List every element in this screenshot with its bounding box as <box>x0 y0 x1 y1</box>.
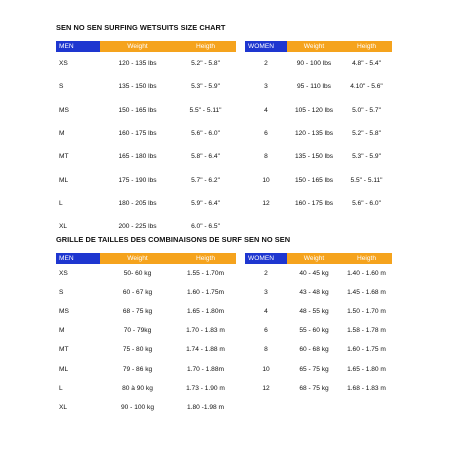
height-cell: 5.6" - 6.0" <box>352 199 381 207</box>
size-cell: L <box>59 384 63 392</box>
height-cell: 1.74 - 1.88 m <box>186 346 225 354</box>
gender-header: WOMEN <box>245 41 287 52</box>
size-cell: 12 <box>262 384 270 392</box>
height-header: Heigth <box>175 253 236 264</box>
size-cell: MT <box>59 346 69 354</box>
table-row <box>56 398 236 417</box>
weight-cell: 165 - 180 lbs <box>118 153 157 161</box>
weight-cell: 180 - 205 lbs <box>118 199 157 207</box>
table-row <box>245 340 392 359</box>
table-row <box>56 283 236 302</box>
height-cell: 5.5" - 5.11" <box>189 106 222 114</box>
height-cell: 1.50 - 1.70 m <box>347 308 386 316</box>
table-row <box>245 99 392 122</box>
height-cell: 5.8" - 6.4" <box>191 153 220 161</box>
weight-cell: 43 - 48 kg <box>299 289 329 297</box>
size-cell: M <box>59 327 65 335</box>
size-cell: MS <box>59 106 69 114</box>
weight-cell: 68 - 75 kg <box>122 308 153 316</box>
table-row <box>245 122 392 145</box>
weight-cell: 65 - 75 kg <box>299 365 329 373</box>
weight-cell: 120 - 135 lbs <box>294 130 334 138</box>
height-cell: 5.9" - 6.4" <box>191 199 220 207</box>
weight-cell: 80 à 90 kg <box>122 384 153 392</box>
size-cell: L <box>59 199 63 207</box>
size-cell: S <box>59 83 64 91</box>
weight-cell: 40 - 45 kg <box>299 270 329 278</box>
gender-header: WOMEN <box>245 253 287 264</box>
weight-header: Weight <box>100 253 175 264</box>
height-cell: 1.68 - 1.83 m <box>347 384 386 392</box>
weight-cell: 160 - 175 lbs <box>294 199 334 207</box>
height-cell: 1.60 - 1.75 m <box>347 346 386 354</box>
weight-cell: 135 - 150 lbs <box>294 153 334 161</box>
height-cell: 1.73 - 1.90 m <box>186 384 225 392</box>
weight-cell: 175 - 190 lbs <box>118 176 157 184</box>
weight-cell: 48 - 55 kg <box>299 308 329 316</box>
height-cell: 5.0" - 5.7" <box>352 106 381 114</box>
table-row <box>245 264 392 283</box>
height-cell: 1.70 - 1.88m <box>186 365 225 373</box>
height-cell: 5.2" - 5.8" <box>191 60 220 68</box>
size-cell: XS <box>59 60 68 68</box>
height-cell: 1.70 - 1.83 m <box>186 327 225 335</box>
women-size-table-metric <box>245 253 392 398</box>
height-cell: 1.65 - 1.80m <box>186 308 225 316</box>
table-row <box>56 145 236 168</box>
men-size-table-metric <box>56 253 236 417</box>
size-cell: S <box>59 289 64 297</box>
weight-cell: 75 - 80 kg <box>122 346 153 354</box>
weight-cell: 50- 60 kg <box>123 270 152 278</box>
weight-cell: 150 - 165 lbs <box>294 176 334 184</box>
size-cell: 10 <box>262 176 270 184</box>
table-row <box>56 302 236 321</box>
height-cell: 5.5" - 5.11" <box>350 176 383 184</box>
height-header: Heigth <box>341 41 392 52</box>
weight-cell: 160 - 175 lbs <box>118 130 157 138</box>
table-row <box>245 379 392 398</box>
weight-cell: 68 - 75 kg <box>299 384 329 392</box>
weight-cell: 90 - 100 lbs <box>296 60 332 68</box>
size-cell: 8 <box>264 153 268 161</box>
size-cell: 8 <box>264 346 268 354</box>
table-row <box>245 359 392 378</box>
table-row <box>245 283 392 302</box>
size-cell: 3 <box>264 289 268 297</box>
size-cell: 4 <box>264 106 268 114</box>
table-row <box>56 264 236 283</box>
height-cell: 1.55 - 1.70m <box>186 270 225 278</box>
size-cell: ML <box>59 176 69 184</box>
weight-header: Weight <box>287 41 341 52</box>
gender-header: MEN <box>56 253 100 264</box>
table-row <box>56 321 236 340</box>
table-row <box>56 52 236 75</box>
size-cell: M <box>59 130 65 138</box>
size-cell: MT <box>59 153 69 161</box>
size-cell: 4 <box>264 308 268 316</box>
height-cell: 5.6" - 6.0" <box>191 130 220 138</box>
size-cell: 12 <box>262 199 270 207</box>
table-row <box>56 340 236 359</box>
size-cell: 6 <box>264 130 268 138</box>
table-row <box>245 75 392 98</box>
height-cell: 5.3" - 5.9" <box>191 83 220 91</box>
table-row <box>56 75 236 98</box>
height-cell: 1.65 - 1.80 m <box>347 365 386 373</box>
table-header-row <box>56 253 236 264</box>
weight-cell: 150 - 165 lbs <box>118 106 157 114</box>
size-cell: XL <box>59 403 68 411</box>
height-cell: 1.45 - 1.68 m <box>347 289 386 297</box>
weight-cell: 90 - 100 kg <box>121 403 154 411</box>
height-cell: 1.58 - 1.78 m <box>347 327 386 335</box>
table-row <box>56 168 236 191</box>
size-cell: ML <box>59 365 69 373</box>
weight-cell: 135 - 150 lbs <box>118 83 157 91</box>
table-row <box>56 379 236 398</box>
table-header-row <box>245 253 392 264</box>
height-cell: 6.0" - 6.5" <box>191 223 220 231</box>
height-cell: 1.80 -1.98 m <box>186 403 225 411</box>
gender-header: MEN <box>56 41 100 52</box>
size-cell: XL <box>59 223 68 231</box>
table-row <box>245 302 392 321</box>
weight-cell: 60 - 68 kg <box>299 346 329 354</box>
height-cell: 1.60 - 1.75m <box>186 289 225 297</box>
size-cell: 2 <box>264 270 268 278</box>
table-row <box>245 52 392 75</box>
size-chart-title-fr: GRILLE DE TAILLES DES COMBINAISONS DE SURF SEN NO SEN <box>56 235 291 244</box>
table-row <box>245 145 392 168</box>
size-cell: XS <box>59 270 68 278</box>
table-row <box>245 192 392 215</box>
weight-cell: 79 - 86 kg <box>122 365 153 373</box>
table-row <box>245 168 392 191</box>
table-header-row <box>245 41 392 52</box>
size-cell: 2 <box>264 60 268 68</box>
height-cell: 5.3" - 5.9" <box>352 153 381 161</box>
men-size-table-imperial <box>56 41 236 238</box>
table-header-row <box>56 41 236 52</box>
size-cell: MS <box>59 308 69 316</box>
height-cell: 1.40 - 1.60 m <box>347 270 386 278</box>
table-row <box>56 99 236 122</box>
height-cell: 4.10" - 5.6" <box>350 83 383 91</box>
weight-header: Weight <box>287 253 341 264</box>
size-cell: 3 <box>264 83 268 91</box>
weight-cell: 200 - 225 lbs <box>118 223 157 231</box>
height-header: Heigth <box>175 41 236 52</box>
size-cell: 10 <box>262 365 270 373</box>
weight-cell: 105 - 120 lbs <box>294 106 334 114</box>
weight-cell: 60 - 67 kg <box>122 289 153 297</box>
height-cell: 5.2" - 5.8" <box>352 130 381 138</box>
table-row <box>56 122 236 145</box>
size-chart-title-en: SEN NO SEN SURFING WETSUITS SIZE CHART <box>56 23 226 32</box>
weight-cell: 70 - 79kg <box>123 327 152 335</box>
table-row <box>56 359 236 378</box>
weight-cell: 95 - 110 lbs <box>297 83 331 91</box>
height-cell: 5.7" - 6.2" <box>191 176 220 184</box>
table-row <box>245 321 392 340</box>
weight-cell: 55 - 60 kg <box>299 327 329 335</box>
weight-header: Weight <box>100 41 175 52</box>
height-cell: 4.8" - 5.4" <box>352 60 381 68</box>
table-row <box>56 192 236 215</box>
height-header: Heigth <box>341 253 392 264</box>
weight-cell: 120 - 135 lbs <box>118 60 157 68</box>
size-cell: 6 <box>264 327 268 335</box>
women-size-table-imperial <box>245 41 392 215</box>
